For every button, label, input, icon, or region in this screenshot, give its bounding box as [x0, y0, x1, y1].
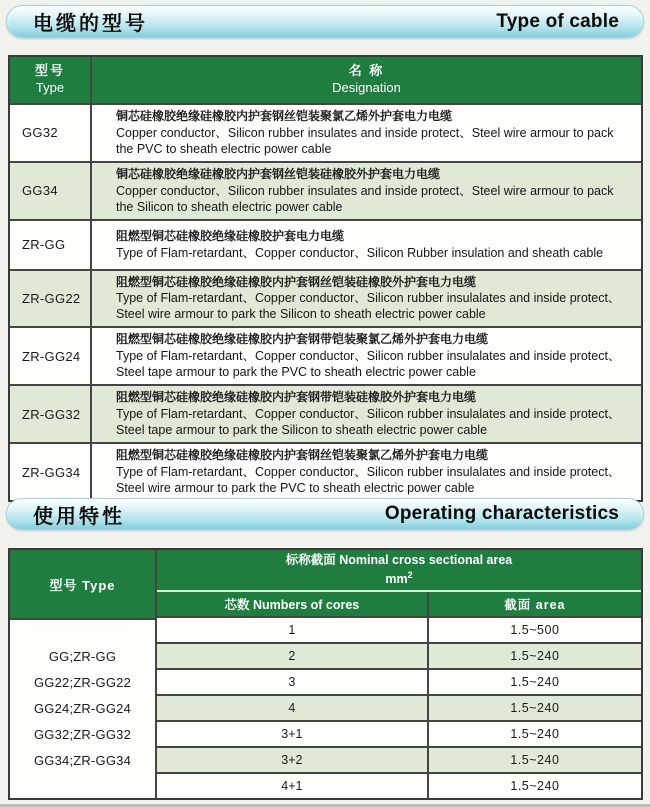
table-row: [10, 442, 641, 500]
section-banner-operating-characteristics: [6, 498, 644, 530]
type-list-line: GG24;ZR-GG24: [33, 701, 132, 716]
section-banner-type-of-cable: [6, 5, 644, 38]
cable-type-table: [8, 55, 643, 502]
banner-title-en: Operating characteristics: [384, 503, 619, 524]
nominal-area-unit: $mm^2$: [385, 569, 413, 587]
header-designation-zh: 名 称: [348, 63, 385, 79]
cable-type-cell: ZR-GG22: [10, 271, 92, 327]
header-cell-type: 型号 Type: [10, 550, 155, 620]
designation-zh: 阻燃型铜芯硅橡胶绝缘硅橡胶护套电力电缆: [116, 228, 345, 243]
designation-en: Type of Flam-retardant、Copper conductor、Silicon Rubber insulation and sheath cable: [116, 245, 604, 260]
header-type-zh: 型号: [34, 63, 65, 79]
designation-zh: 阻燃型铜芯硅橡胶绝缘硅橡胶内护套钢带铠装聚氯乙烯外护套电力电缆: [116, 332, 489, 347]
cable-type-cell: ZR-GG32: [10, 386, 92, 442]
cores-cell: 4+1: [157, 774, 429, 798]
banner-title-en: Type of cable: [496, 10, 619, 32]
designation-en: Type of Flam-retardant、Copper conductor、Silicon rubber insulalates and inside protect、Steel tape armour to park the PVC to sheath electric power cable: [116, 349, 621, 380]
cable-designation-cell: [92, 221, 641, 269]
designation-zh: 铜芯硅橡胶绝缘硅橡胶内护套钢丝铠装硅橡胶外护套电力电缆: [116, 166, 441, 181]
designation-zh: 阻燃型铜芯硅橡胶绝缘硅橡胶内护套钢丝铠装硅橡胶外护套电力电缆: [116, 274, 477, 289]
table-row: [10, 219, 641, 269]
designation-zh: 铜芯硅橡胶绝缘硅橡胶内护套钢丝铠装聚氯乙烯外护套电力电缆: [116, 109, 453, 123]
type-list-line: GG32;ZR-GG32: [33, 727, 132, 742]
header-cell-designation: [92, 57, 641, 103]
table-row: [157, 668, 641, 694]
header-type-en: Type: [35, 80, 65, 95]
characteristics-table-body: [157, 618, 641, 798]
banner-title-zh: 使用特性: [33, 505, 125, 528]
table-row: [10, 384, 641, 442]
designation-zh: 阻燃型铜芯硅橡胶绝缘硅橡胶内护套钢丝铠装聚氯乙烯外护套电力电缆: [116, 448, 489, 463]
table-row: [157, 642, 641, 668]
cable-designation-cell: [92, 328, 641, 384]
area-cell: 1.5~240: [510, 675, 560, 689]
cable-designation-cell: [92, 386, 641, 442]
cable-type-cell: ZR-GG24: [10, 328, 92, 384]
type-column: [10, 550, 157, 798]
cable-type-cell: GG32: [10, 105, 92, 161]
table-row: [157, 694, 641, 720]
banner-title-zh: 电缆的型号: [33, 13, 148, 35]
area-cell: 1.5~240: [510, 649, 560, 663]
cross-section-columns: [157, 550, 641, 798]
cable-designation-cell: [92, 105, 641, 161]
header-cell-type: [10, 57, 92, 103]
table-row: [10, 269, 641, 327]
table-row: [157, 746, 641, 772]
table-row: [157, 720, 641, 746]
cable-type-cell: ZR-GG34: [10, 444, 92, 500]
designation-en: Copper conductor、Silicon rubber insulates and inside protect、Steel wire armour to pack the Silicon to sheath electric power cable: [116, 183, 614, 214]
table-row: [157, 772, 641, 798]
table-row: [157, 618, 641, 642]
header-cell-nominal-area: [157, 550, 641, 592]
cable-type-cell: GG34: [10, 163, 92, 219]
cores-cell: 3: [157, 670, 429, 694]
cores-cell: 4: [157, 696, 429, 720]
cores-cell: 3+2: [157, 748, 429, 772]
cable-designation-cell: [92, 271, 641, 327]
cores-cell: 2: [157, 644, 429, 668]
cores-cell: 1: [157, 618, 429, 642]
designation-en: Type of Flam-retardant、Copper conductor、Silicon rubber insulalates and inside protect、Steel wire armour to park the Silicon to sheath electric power cable: [116, 291, 621, 322]
designation-en: Copper conductor、Silicon rubber insulates and inside protect、Steel wire armour to pack the PVC to sheath electric power cable: [116, 125, 614, 156]
cable-designation-cell: [92, 444, 641, 500]
area-cell: 1.5~240: [510, 727, 560, 741]
header-cell-cores: 芯数 Numbers of cores: [157, 592, 429, 616]
table-row: [10, 161, 641, 219]
type-list-line: GG34;ZR-GG34: [33, 753, 132, 768]
cable-type-table-header: [10, 57, 641, 103]
cores-cell: 3+1: [157, 722, 429, 746]
table-row: [10, 103, 641, 161]
operating-characteristics-table: [8, 548, 643, 800]
header-designation-en: Designation: [332, 80, 401, 95]
nominal-area-label: 标称截面 Nominal cross sectional area: [285, 553, 513, 568]
type-list-line: GG;ZR-GG: [48, 649, 117, 664]
area-cell: 1.5~240: [510, 701, 560, 715]
area-cell: 1.5~240: [510, 753, 560, 767]
cable-designation-cell: [92, 163, 641, 219]
type-list-line: GG22;ZR-GG22: [33, 675, 132, 690]
cable-type-table-body: [10, 103, 641, 500]
designation-zh: 阻燃型铜芯硅橡胶绝缘硅橡胶内护套钢带铠装硅橡胶外护套电力电缆: [116, 390, 477, 405]
sub-header-row: [157, 592, 641, 618]
table-row: [10, 326, 641, 384]
designation-en: Type of Flam-retardant、Copper conductor、Silicon rubber insulalates and inside protect、Steel wire armour to park the PVC to sheath electric power cable: [116, 464, 621, 495]
header-cell-area: 截面 area: [504, 598, 566, 612]
designation-en: Type of Flam-retardant、Copper conductor、Silicon rubber insulalates and inside protect、Steel tape armour to park the Silicon to sheath electric power cable: [116, 407, 621, 438]
cable-type-cell: ZR-GG: [10, 221, 92, 269]
type-list-cell: [10, 620, 155, 798]
area-cell: 1.5~240: [510, 779, 560, 793]
area-cell: 1.5~500: [510, 623, 560, 637]
